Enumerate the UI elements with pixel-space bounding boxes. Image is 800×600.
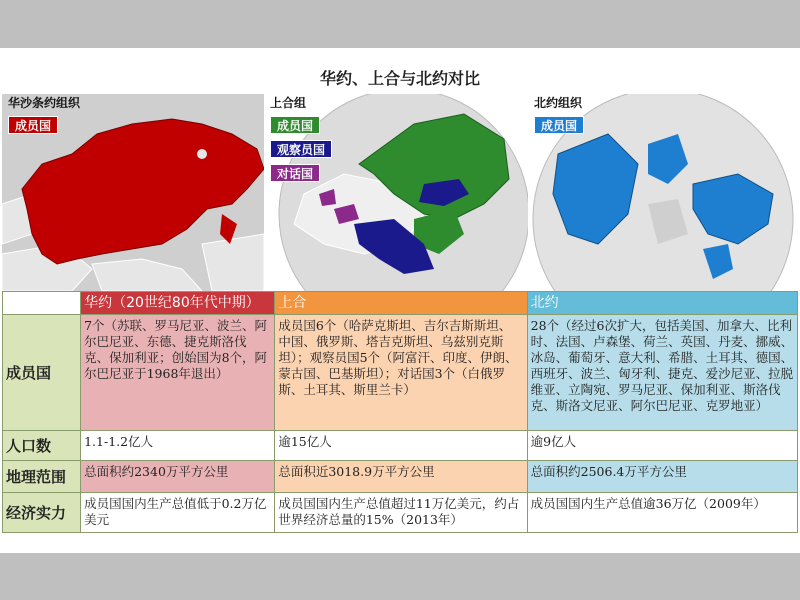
- row-label: 经济实力: [3, 493, 81, 533]
- page-title: 华约、上合与北约对比: [319, 69, 480, 88]
- legend-observer: 观察员国: [270, 140, 332, 158]
- slide: [0, 48, 800, 553]
- legend-dialogue: 对话国: [270, 164, 320, 182]
- cell-sco: 逾15亿人: [275, 431, 527, 461]
- table-corner-cell: [3, 292, 81, 315]
- table-row: [3, 493, 798, 533]
- table-row: [3, 315, 798, 431]
- legend-member: 成员国: [270, 116, 320, 134]
- cell-warsaw: 总面积约2340万平方公里: [81, 461, 275, 493]
- cell-sco: 成员国国内生产总值超过11万亿美元，约占世界经济总量的15%（2013年）: [275, 493, 527, 533]
- table-row: [3, 431, 798, 461]
- nato-map-panel: [528, 94, 798, 291]
- comparison-table: [2, 291, 798, 533]
- row-label: 人口数: [3, 431, 81, 461]
- row-label: 成员国: [3, 315, 81, 431]
- cell-warsaw: 7个（苏联、罗马尼亚、波兰、阿尔巴尼亚、东德、捷克斯洛伐克、保加利亚；创始国为8个，阿尔巴尼亚于1968年退出）: [81, 315, 275, 431]
- table-header-row: [3, 292, 798, 315]
- row-label: 地理范围: [3, 461, 81, 493]
- legend-member: 成员国: [8, 116, 58, 134]
- header-warsaw: 华约（20世纪80年代中期）: [81, 292, 275, 315]
- cell-warsaw: 1.1-1.2亿人: [81, 431, 275, 461]
- cell-nato: 成员国国内生产总值逾36万亿（2009年）: [527, 493, 797, 533]
- warsaw-map-panel: [2, 94, 264, 291]
- nato-panel-title: 北约组织: [534, 96, 583, 110]
- legend-member: 成员国: [534, 116, 584, 134]
- header-nato: 北约: [527, 292, 797, 315]
- watermark: 加西网 westca.com 新闻站 westcahouse 用户微信 westcahouse: [216, 534, 584, 548]
- cell-nato: 逾9亿人: [527, 431, 797, 461]
- sco-panel-title: 上合组: [270, 96, 307, 110]
- cell-warsaw: 成员国国内生产总值低于0.2万亿美元: [81, 493, 275, 533]
- table-row: [3, 461, 798, 493]
- cell-nato: 28个（经过6次扩大，包括美国、加拿大、比利时、法国、卢森堡、荷兰、英国、丹麦、挪威、冰岛、葡萄牙、意大利、希腊、土耳其、德国、西班牙、波兰、匈牙利、捷克、爱沙尼亚、拉脱维亚、立陶宛、罗马尼亚、保加利亚、斯洛伐克、斯洛文尼亚、阿尔巴尼亚、克罗地亚）: [527, 315, 797, 431]
- header-sco: 上合: [275, 292, 527, 315]
- cell-nato: 总面积约2506.4万平方公里: [527, 461, 797, 493]
- sco-map-panel: [264, 94, 528, 291]
- warsaw-panel-title: 华沙条约组织: [8, 96, 81, 110]
- cell-sco: 成员国6个（哈萨克斯坦、吉尔吉斯斯坦、中国、俄罗斯、塔吉克斯坦、乌兹别克斯坦）；观察员国5个（阿富汗、印度、伊朗、蒙古国、巴基斯坦）；对话国3个（白俄罗斯、土耳其、斯里兰卡）: [275, 315, 527, 431]
- cell-sco: 总面积近3018.9万平方公里: [275, 461, 527, 493]
